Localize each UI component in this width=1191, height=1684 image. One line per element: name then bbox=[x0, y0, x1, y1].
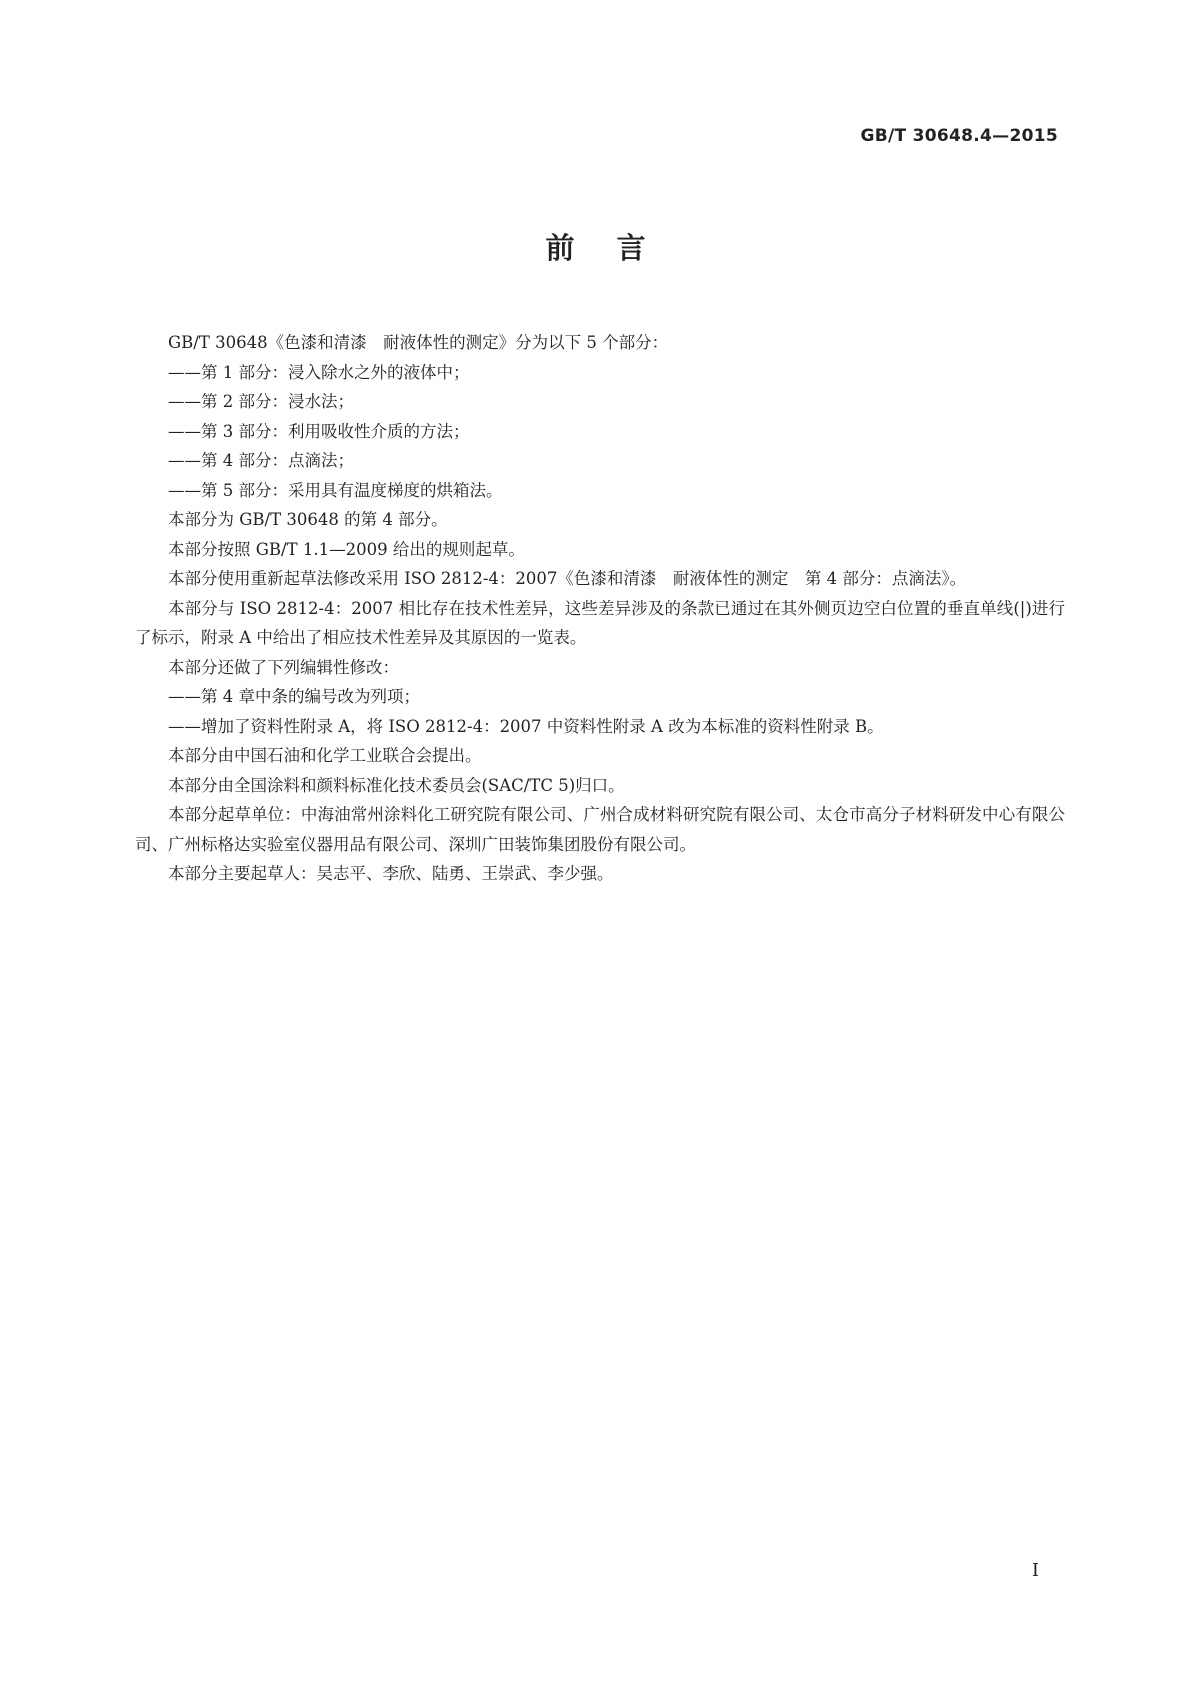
paragraph: 本部分还做了下列编辑性修改： bbox=[168, 657, 399, 677]
list-item: ——第 4 部分：点滴法； bbox=[168, 451, 354, 470]
list-item: ——第 3 部分：利用吸收性介质的方法； bbox=[168, 421, 470, 441]
paragraph: 本部分起草单位：中海油常州涂料化工研究院有限公司、广州合成材料研究院有限公司、太仓市高分子材料研发中心有限公司、广州标格达实验室仪器用品有限公司、深圳广田装饰集团股份有限公司。 bbox=[135, 805, 1065, 854]
paragraph: 本部分按照 GB/T 1.1—2009 给出的规则起草。 bbox=[168, 539, 525, 559]
standard-number: GB/T 30648.4—2015 bbox=[860, 126, 1058, 146]
paragraph: 本部分由全国涂料和颜料标准化技术委员会(SAC/TC 5)归口。 bbox=[168, 775, 625, 795]
paragraph: 本部分与 ISO 2812-4：2007 相比存在技术性差异，这些差异涉及的条款已通过在其外侧页边空白位置的垂直单线(|)进行了标示，附录 A 中给出了相应技术性差异及其原因的一览表。 bbox=[135, 598, 1065, 647]
list-item: ——第 4 章中条的编号改为列项； bbox=[168, 687, 420, 706]
paragraph: 本部分由中国石油和化学工业联合会提出。 bbox=[168, 746, 482, 765]
page-title: 前言 bbox=[545, 231, 688, 265]
paragraph: 本部分为 GB/T 30648 的第 4 部分。 bbox=[168, 510, 448, 529]
list-item: ——增加了资料性附录 A，将 ISO 2812-4：2007 中资料性附录 A 改为本标准的资料性附录 B。 bbox=[168, 716, 884, 736]
paragraph: 本部分使用重新起草法修改采用 ISO 2812-4：2007《色漆和清漆 耐液体性的测定 第 4 部分：点滴法》。 bbox=[168, 569, 967, 588]
list-item: ——第 1 部分：浸入除水之外的液体中； bbox=[168, 362, 470, 382]
page-number: I bbox=[1031, 1560, 1039, 1581]
list-item: ——第 5 部分：采用具有温度梯度的烘箱法。 bbox=[168, 480, 503, 500]
paragraph: 本部分主要起草人：吴志平、李欣、陆勇、王崇武、李少强。 bbox=[168, 864, 614, 883]
paragraph: GB/T 30648《色漆和清漆 耐液体性的测定》分为以下 5 个部分： bbox=[168, 333, 669, 352]
list-item: ——第 2 部分：浸水法； bbox=[168, 392, 354, 411]
foreword-body bbox=[135, 328, 1065, 889]
